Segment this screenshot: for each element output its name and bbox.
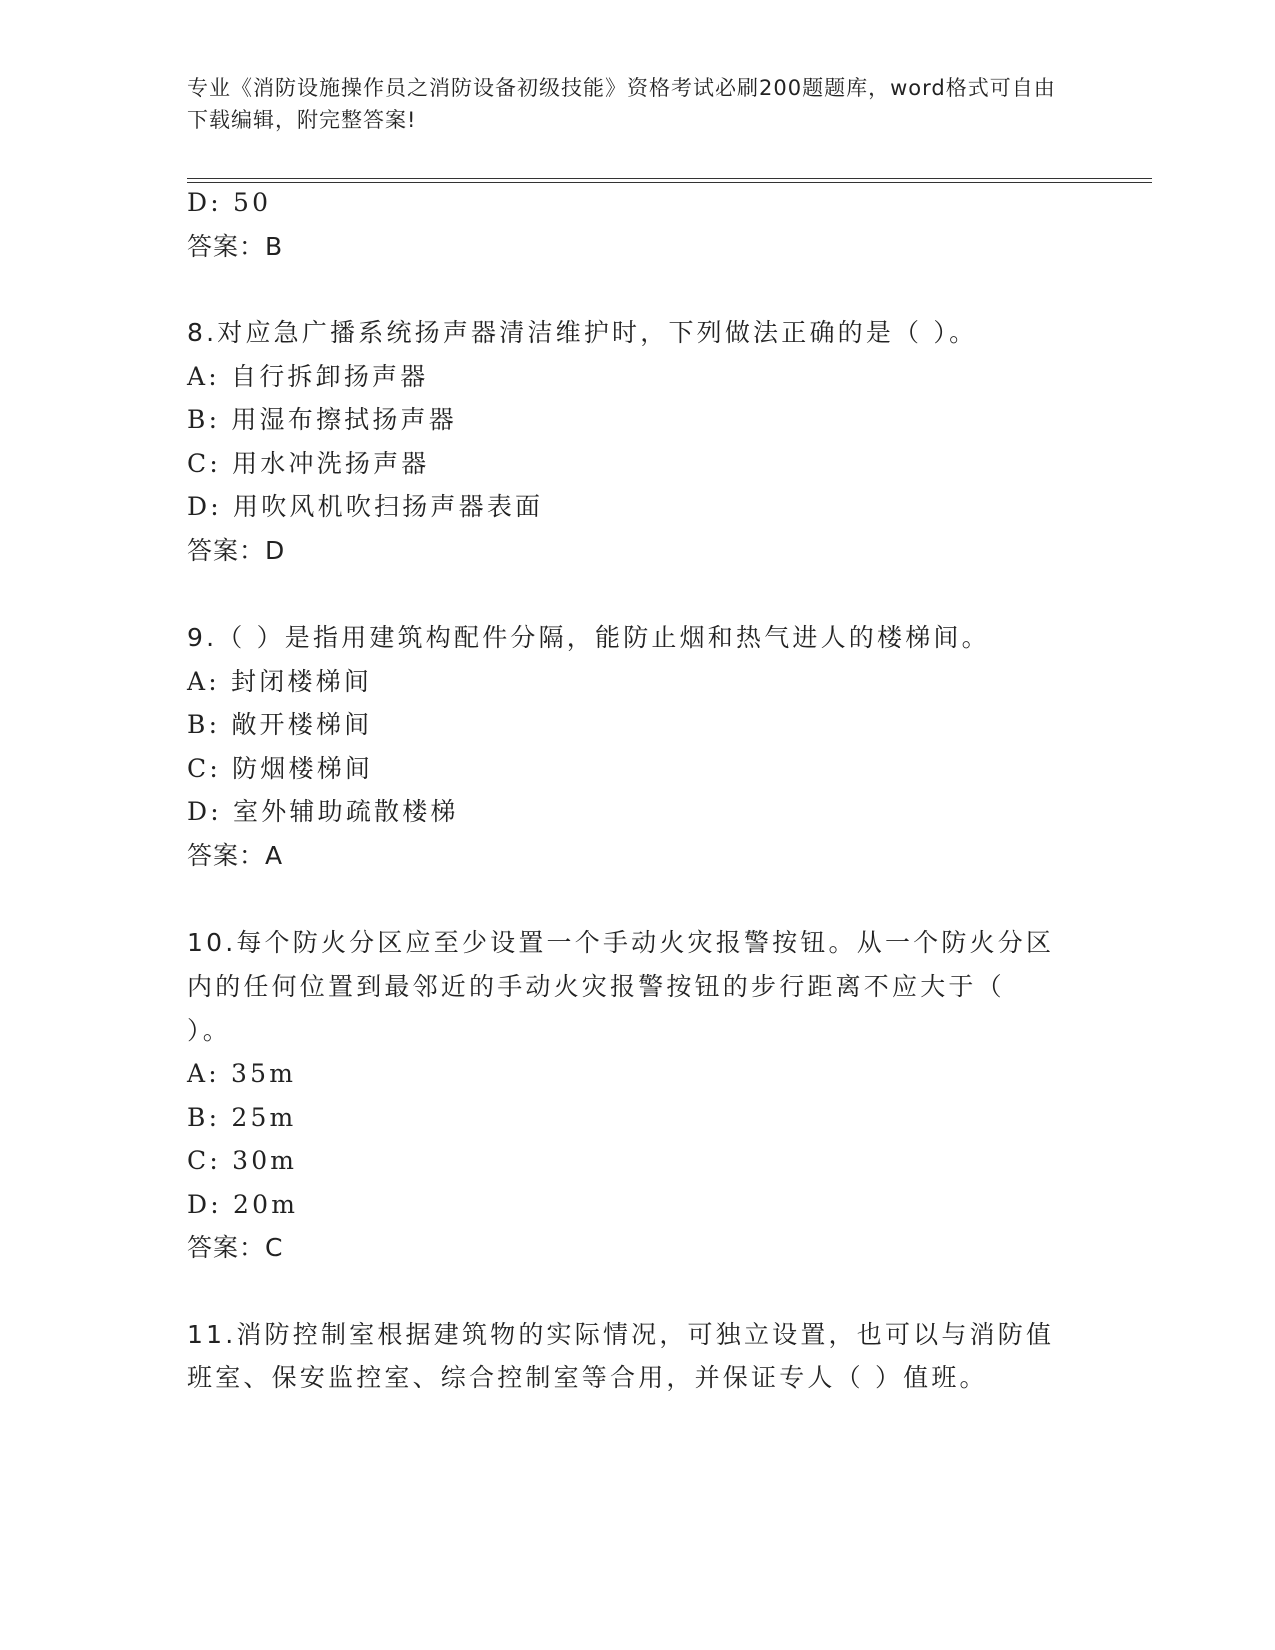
q9-option-b: B: 敞开楼梯间 <box>187 710 373 739</box>
q8-option-a: A: 自行拆卸扬声器 <box>187 362 429 391</box>
q10-stem-line-3: ）。 <box>187 1016 231 1045</box>
q9-option-d: D: 室外辅助疏散楼梯 <box>187 797 459 826</box>
q10-option-c: C: 30m <box>187 1146 298 1175</box>
q8-option-c: C: 用水冲洗扬声器 <box>187 449 430 478</box>
q11-stem-line-2: 班室、保安监控室、综合控制室等合用，并保证专人（ ）值班。 <box>187 1363 988 1392</box>
q10-stem-line-2: 内的任何位置到最邻近的手动火灾报警按钮的步行距离不应大于（ <box>187 972 1005 1001</box>
header-rule-top <box>187 178 1152 179</box>
q8-option-d: D: 用吹风机吹扫扬声器表面 <box>187 492 544 521</box>
prev-answer: 答案：B <box>187 232 284 261</box>
q10-option-a: A: 35m <box>187 1059 297 1088</box>
q8-option-b: B: 用湿布擦拭扬声器 <box>187 405 457 434</box>
q9-option-a: A: 封闭楼梯间 <box>187 667 373 696</box>
header-rule-bottom <box>187 182 1152 183</box>
prev-option-d: D: 50 <box>187 188 272 217</box>
document-header: 专业《消防设施操作员之消防设备初级技能》资格考试必刷200题题库，word格式可自由下载编辑，附完整答案! <box>187 76 1056 132</box>
q9-stem: 9.（ ）是指用建筑构配件分隔，能防止烟和热气进人的楼梯间。 <box>187 623 990 652</box>
q10-option-b: B: 25m <box>187 1103 297 1132</box>
q9-option-c: C: 防烟楼梯间 <box>187 754 374 783</box>
q8-answer: 答案：D <box>187 536 286 565</box>
q11-stem-line-1: 11.消防控制室根据建筑物的实际情况，可独立设置，也可以与消防值 <box>187 1320 1055 1349</box>
q9-answer: 答案：A <box>187 841 284 870</box>
q10-option-d: D: 20m <box>187 1190 299 1219</box>
q8-stem: 8.对应急广播系统扬声器清洁维护时，下列做法正确的是（ ）。 <box>187 318 978 347</box>
q10-stem-line-1: 10.每个防火分区应至少设置一个手动火灾报警按钮。从一个防火分区 <box>187 928 1055 957</box>
q10-answer: 答案：C <box>187 1233 284 1262</box>
